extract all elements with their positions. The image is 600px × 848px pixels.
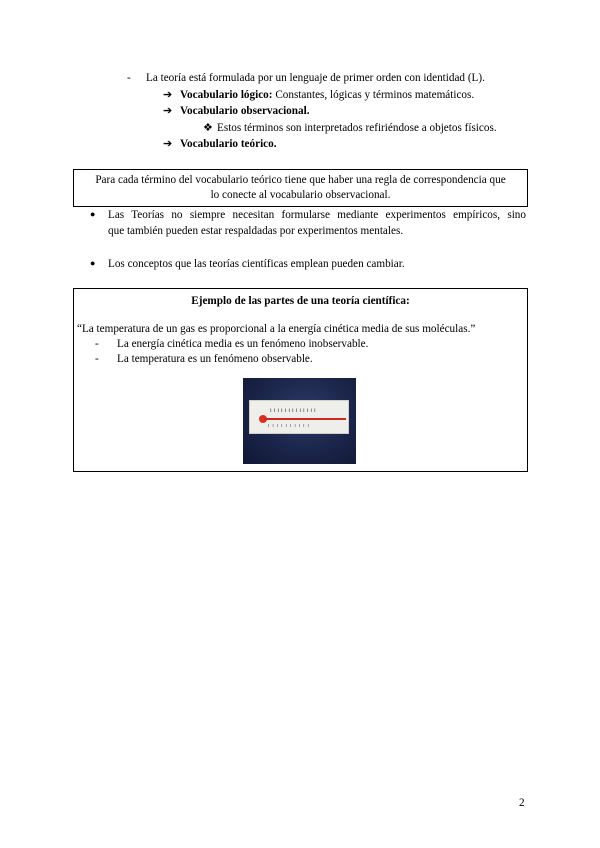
theoretical-vocabulary-label: Vocabulario teórico. <box>180 138 277 150</box>
thermometer-tube <box>264 418 346 420</box>
dash-bullet: - <box>127 72 131 84</box>
correspondence-rule-box <box>73 169 528 207</box>
arrow-icon: ➔ <box>163 89 173 101</box>
thermometer-scale-marks: ıııııııııı <box>268 423 312 429</box>
dash-bullet: - <box>95 353 99 365</box>
rule-box-line-2: lo conecte al vocabulario observacional. <box>210 189 391 201</box>
logical-vocabulary-text: Constantes, lógicas y términos matemáticos. <box>272 89 475 101</box>
main-list-item: La teoría está formulada por un lenguaje de primer orden con identidad (L). <box>146 72 485 84</box>
bullet-item-2: Los conceptos que las teorías científicas emplean pueden cambiar. <box>108 258 405 270</box>
example-point-2: La temperatura es un fenómeno observable. <box>117 353 313 365</box>
observational-vocabulary-label: Vocabulario observacional. <box>180 105 310 117</box>
logical-vocabulary-item <box>163 88 474 104</box>
thermometer-scale-marks: ııııııııııııı <box>270 407 318 414</box>
observational-vocabulary-item <box>163 104 310 120</box>
example-point-1: La energía cinética media es un fenómeno inobservable. <box>117 338 369 350</box>
bullet-item-1-line-2: que también pueden estar respaldadas por experimentos mentales. <box>108 225 404 237</box>
logical-vocabulary-label: Vocabulario lógico: <box>180 89 273 101</box>
arrow-icon: ➔ <box>163 105 173 117</box>
bullet-dot-icon: ● <box>90 258 96 268</box>
example-title: Ejemplo de las partes de una teoría científica: <box>191 295 410 307</box>
theoretical-vocabulary-item <box>163 137 277 153</box>
observational-subitem-text: Estos términos son interpretados refiriéndose a objetos físicos. <box>217 122 497 134</box>
observational-subitem <box>203 121 497 137</box>
example-quote: “La temperatura de un gas es proporcional a la energía cinética media de sus moléculas.” <box>77 323 476 335</box>
bullet-dot-icon: ● <box>90 209 96 219</box>
thermometer-card <box>249 400 349 434</box>
thermometer-photo <box>243 378 356 464</box>
page-number: 2 <box>519 797 525 809</box>
diamond-bullet-icon: ❖ <box>203 122 214 134</box>
dash-bullet: - <box>95 338 99 350</box>
rule-box-line-1: Para cada término del vocabulario teórico tiene que haber una regla de correspondencia que <box>95 174 506 186</box>
bullet-item-1-line-1: Las Teorías no siempre necesitan formularse mediante experimentos empíricos, sino <box>108 209 526 221</box>
arrow-icon: ➔ <box>163 138 173 150</box>
